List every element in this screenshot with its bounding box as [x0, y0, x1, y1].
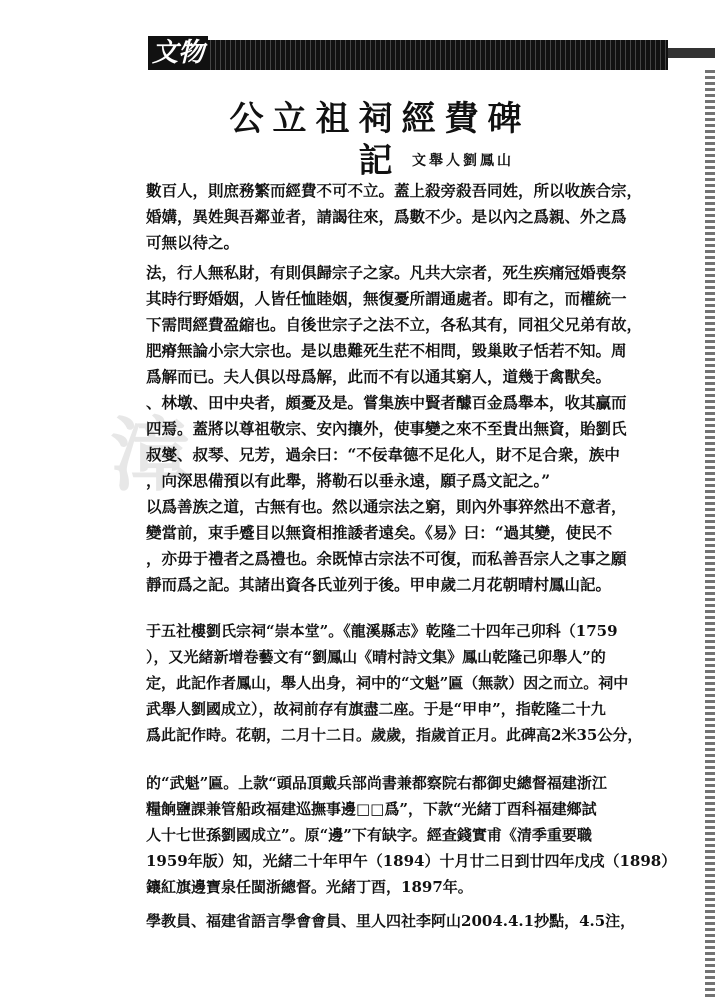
article-title: 公立祖祠經費碑記 — [229, 99, 531, 181]
inscription-line: 靜而爲之記。其諸出資各氏並列于後。甲申歲二月花朝晴村鳳山記。 — [146, 575, 612, 594]
notes-line: 定，此記作者鳳山，舉人出身，祠中的“文魁”匾（無款）因之而立。祠中 — [146, 674, 629, 692]
notes-line: 武舉人劉國成立），故祠前存有旗盡二座。于是“甲申”，指乾隆二十九 — [146, 700, 606, 718]
notes-line: 糧餉鹽課兼管船政福建巡撫事邊□□爲”，下款“光緒丁酉科福建鄉試 — [146, 800, 597, 818]
inscription-line: 叔燮、叔琴、兄芳，過余曰：“不佞韋德不足化人，財不足合衆，族中 — [146, 445, 620, 464]
inscription-line: 數百人，則庶務繁而經費不可不立。蓋上殺旁殺吾同姓，所以收族合宗， — [146, 181, 643, 200]
section-title: 文物 — [148, 36, 208, 70]
notes-line: 學教員、福建省語言學會會員、里人四社李阿山2004.4.1抄點，4.5注， — [146, 912, 636, 930]
watermark: 漳 — [110, 408, 202, 502]
notes-line: ），又光緒新增卷藝文有“劉鳳山《晴村詩文集》鳳山乾隆己卯舉人”的 — [146, 648, 606, 666]
notes-line: 人十七世孫劉國成立”。原“邊”下有缺字。經查錢實甫《清季重要職 — [146, 826, 592, 844]
notes-line: 于五社樓劉氏宗祠“崇本堂”。《龍溪縣志》乾隆二十四年己卯科（1759 — [146, 622, 618, 640]
inscription-line: 爲解而已。夫人俱以母爲解，此而不有以通其窮人，道幾于禽獸矣。 — [146, 367, 612, 386]
inscription-line: 四焉。蓋將以尊祖敬宗、安內攘外，使事變之來不至貴出無資，貽劉氏 — [146, 419, 627, 438]
inscription-line: 下需問經費盈縮也。自後世宗子之法不立，各私其有，同祖父兄弟有故， — [146, 315, 643, 334]
notes-line: 1959年版）知，光緒二十年甲午（1894）十月廿二日到廿四年戊戌（1898） — [146, 852, 677, 870]
notes-line: 爲此記作時。花朝，二月十二日。歲歲，指歲首正月。此碑高2米35公分， — [146, 726, 643, 744]
article-author: 文舉人劉鳳山 — [412, 153, 514, 169]
header-band — [148, 40, 668, 70]
notes-line: 的“武魁”匾。上款“頭品頂戴兵部尚書兼都察院右都御史總督福建浙江 — [146, 774, 607, 792]
notes-line: 鑲紅旗邊寶泉任閩浙總督。光緒丁酉，1897年。 — [146, 878, 473, 896]
inscription-line: 、林墩、田中央者，頗憂及是。嘗集族中賢者醵百金爲舉本，收其贏而 — [146, 393, 627, 412]
inscription-line: 以爲善族之道，古無有也。然以通宗法之窮，則內外事猝然出不意者， — [146, 497, 627, 516]
inscription-line: ，向深思備預以有此舉，將勒石以垂永遠，願子爲文記之。” — [146, 471, 551, 490]
inscription-line: 變當前，束手蹙目以無資相推諉者遠矣。《易》曰：“過其變，使民不 — [146, 523, 613, 542]
header-band-tail — [668, 48, 715, 58]
inscription-line: 可無以待之。 — [146, 233, 240, 252]
inscription-line: 婚媾，異姓與吾鄰並者，請謁往來，爲數不少。是以內之爲親、外之爲 — [146, 207, 627, 226]
inscription-line: ，亦毋于禮者之爲禮也。余既悼古宗法不可復，而私善吾宗人之事之願 — [146, 549, 627, 568]
inscription-line: 其時行野婚姻，人皆任恤睦姻，無復憂所謂通處者。即有之，而權統一 — [146, 289, 627, 308]
inscription-line: 肥瘠無論小宗大宗也。是以患難死生茫不相問，毀巢敗子恬若不知。周 — [146, 341, 627, 360]
inscription-line: 法，行人無私財，有則俱歸宗子之家。凡共大宗者，死生疾痛冠婚喪祭 — [146, 263, 627, 282]
scan-edge-right — [705, 70, 715, 1000]
